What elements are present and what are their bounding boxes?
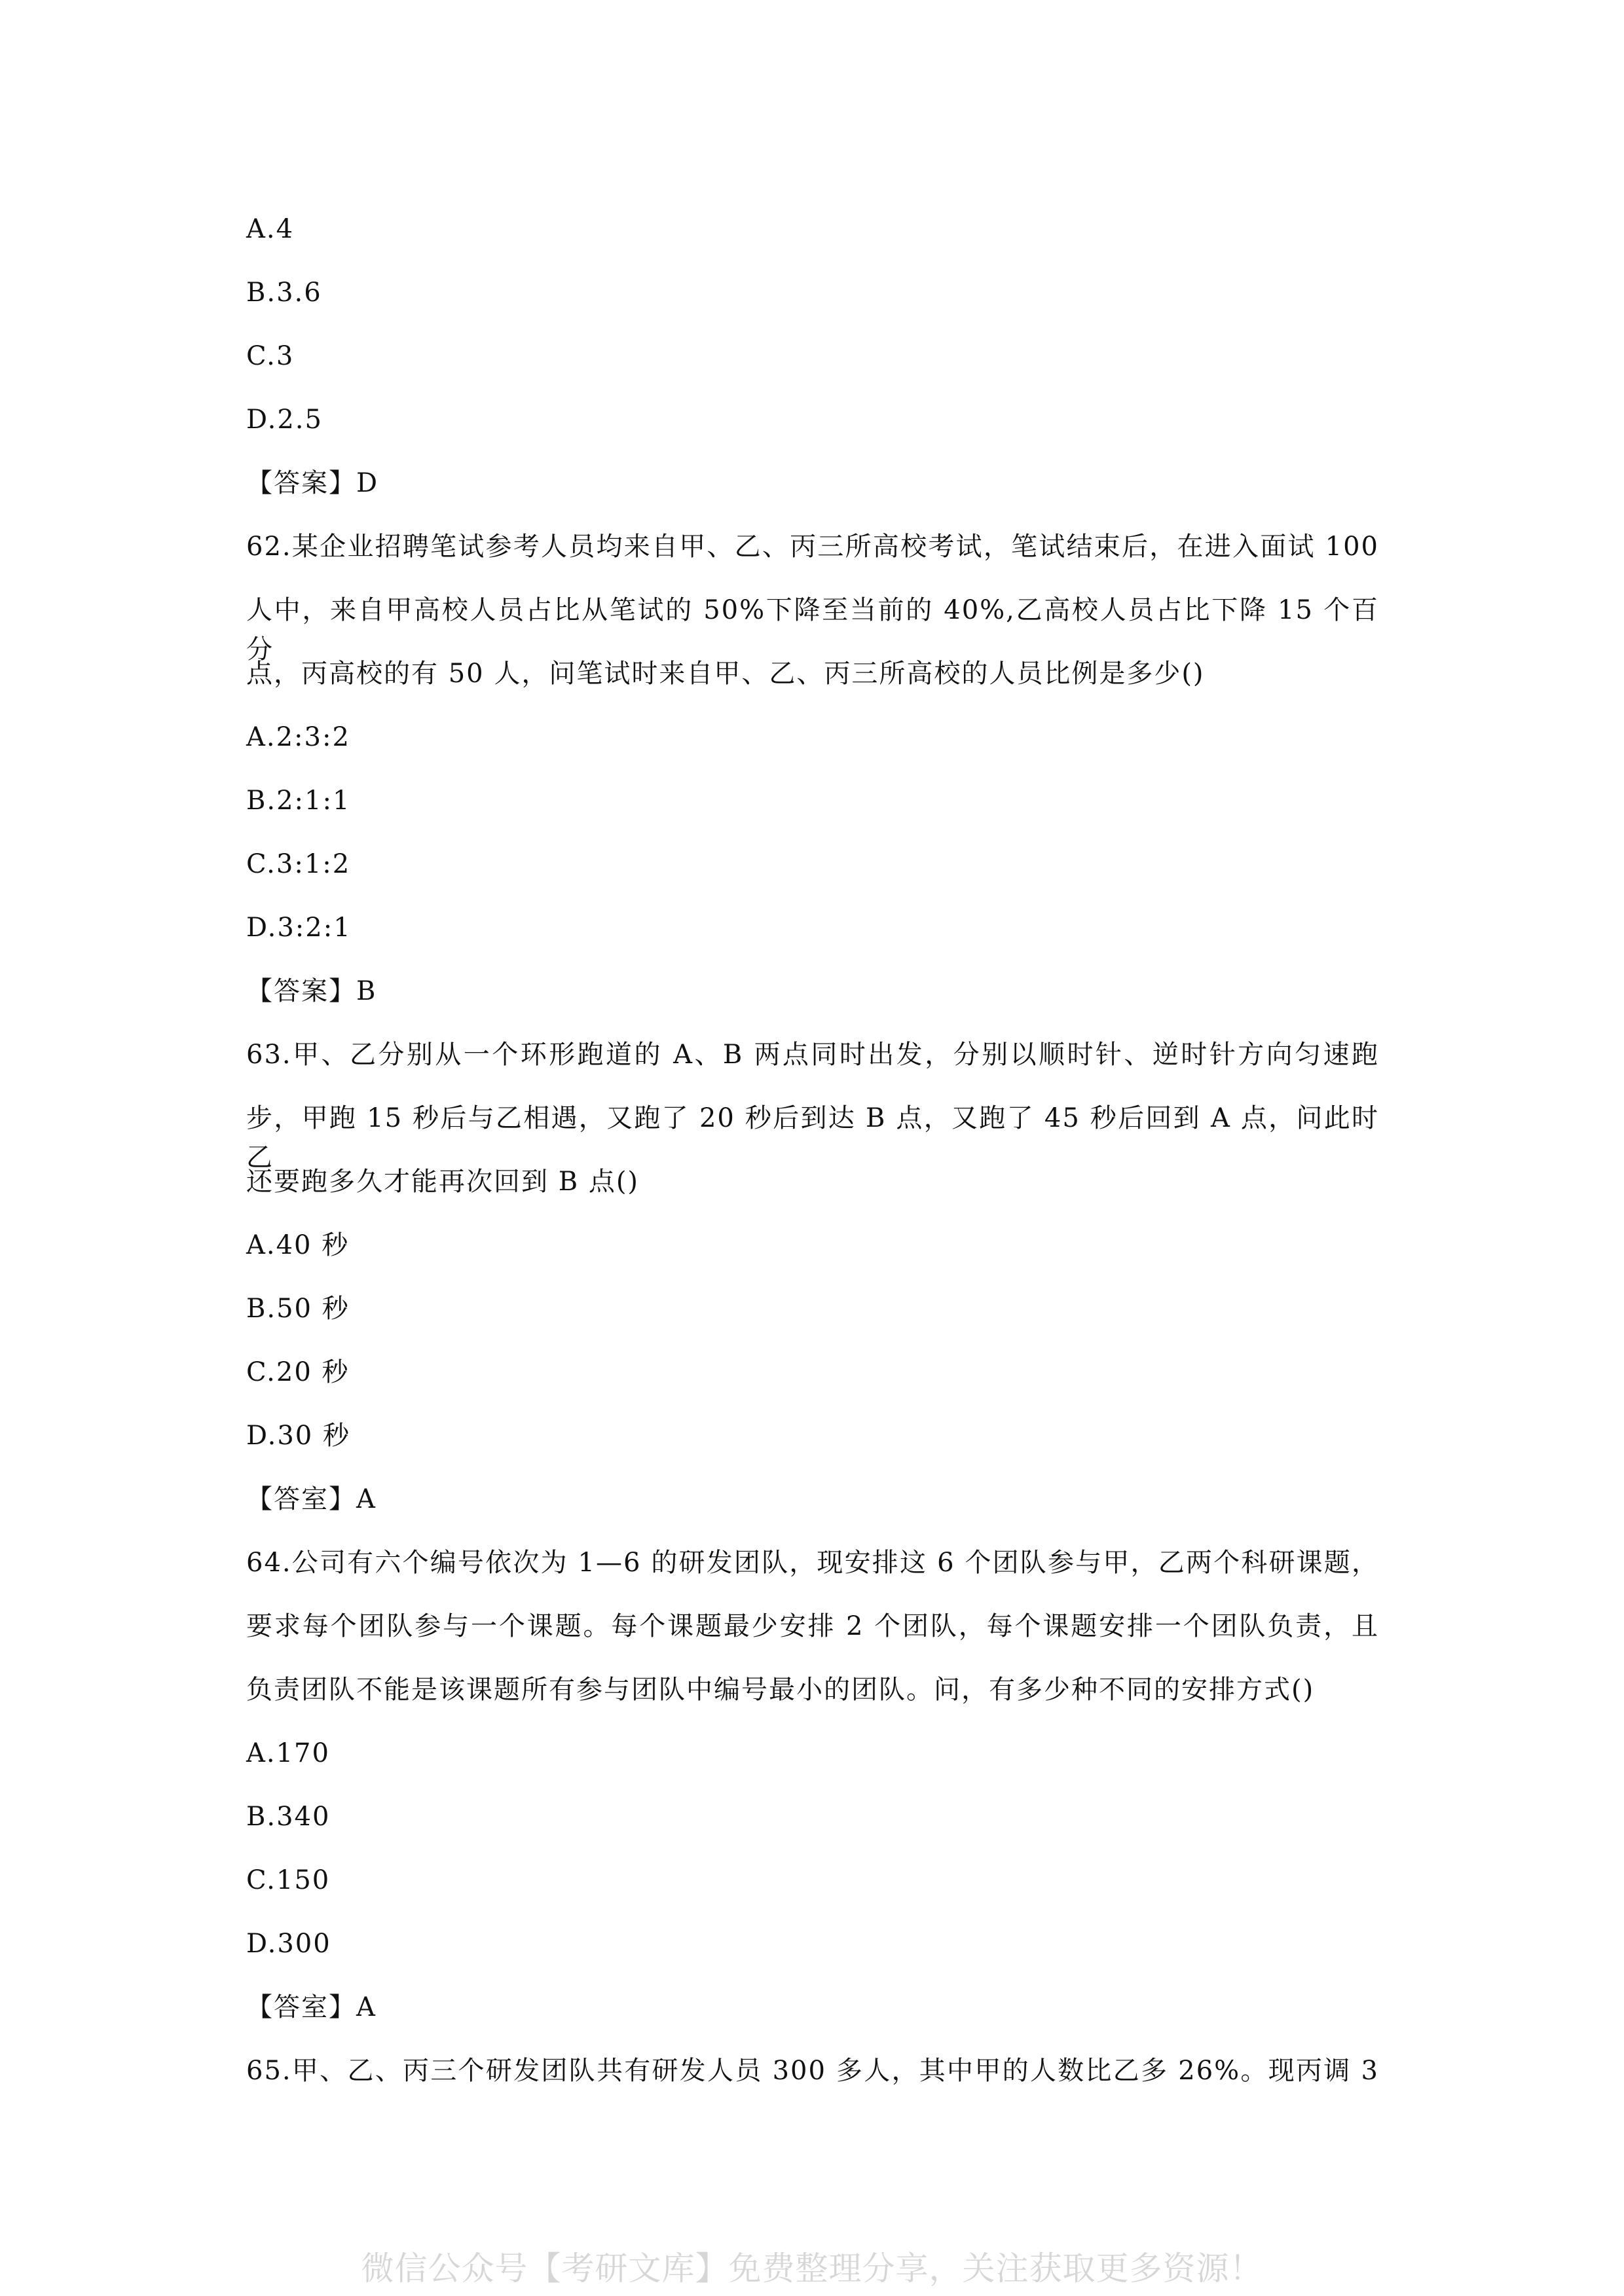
q63-text-line-3: 还要跑多久才能再次回到 B 点() <box>246 1167 640 1197</box>
q64-text-line-2: 要求每个团队参与一个课题。每个课题最少安排 2 个团队，每个课题安排一个团队负责，且 <box>246 1611 1379 1641</box>
q63-text-line-2: 步，甲跑 15 秒后与乙相遇，又跑了 20 秒后到达 B 点，又跑了 45 秒后回到 A 点，问此时乙 <box>246 1103 1379 1173</box>
q62-option-a: A.2:3:2 <box>246 722 350 752</box>
q64-option-b: B.340 <box>246 1802 331 1832</box>
q63-option-c: C.20 秒 <box>246 1357 350 1387</box>
q62-option-c: C.3:1:2 <box>246 849 351 879</box>
q64-option-c: C.150 <box>246 1865 331 1895</box>
q64-option-d: D.300 <box>246 1929 331 1959</box>
q62-text-line-1: 62.某企业招聘笔试参考人员均来自甲、乙、丙三所高校考试，笔试结束后，在进入面试 100 <box>246 532 1379 562</box>
q62-option-d: D.3:2:1 <box>246 913 352 943</box>
q62-text-line-3: 点，丙高校的有 50 人，问笔试时来自甲、乙、丙三所高校的人员比例是多少() <box>246 659 1205 689</box>
q62-text-line-2: 人中，来自甲高校人员占比从笔试的 50%下降至当前的 40%,乙高校人员占比下降 15 个百分 <box>246 595 1379 665</box>
q64-text-line-1: 64.公司有六个编号依次为 1—6 的研发团队，现安排这 6 个团队参与甲，乙两个科研课题， <box>246 1548 1379 1578</box>
q61-option-d: D.2.5 <box>246 405 323 435</box>
q61-option-a: A.4 <box>246 214 295 244</box>
q64-answer: 【答室】A <box>246 1992 377 2022</box>
q63-answer: 【答室】A <box>246 1484 377 1514</box>
q62-option-b: B.2:1:1 <box>246 786 351 816</box>
q64-text-line-3: 负责团队不能是该课题所有参与团队中编号最小的团队。问，有多少种不同的安排方式() <box>246 1675 1315 1705</box>
q62-answer: 【答案】B <box>246 976 377 1006</box>
q61-option-c: C.3 <box>246 341 295 371</box>
q65-text-line-1: 65.甲、乙、丙三个研发团队共有研发人员 300 多人，其中甲的人数比乙多 26%。现丙调 3 <box>246 2056 1379 2086</box>
q64-option-a: A.170 <box>246 1738 330 1768</box>
q61-answer: 【答案】D <box>246 468 379 498</box>
q63-option-a: A.40 秒 <box>246 1230 350 1260</box>
q63-option-b: B.50 秒 <box>246 1294 350 1324</box>
q61-option-b: B.3.6 <box>246 278 322 308</box>
q63-option-d: D.30 秒 <box>246 1421 350 1451</box>
q63-text-line-1: 63.甲、乙分别从一个环形跑道的 A、B 两点同时出发，分别以顺时针、逆时针方向匀速跑 <box>246 1040 1379 1070</box>
footer-watermark: 微信公众号【考研文库】免费整理分享，关注获取更多资源！ <box>361 2250 1263 2287</box>
